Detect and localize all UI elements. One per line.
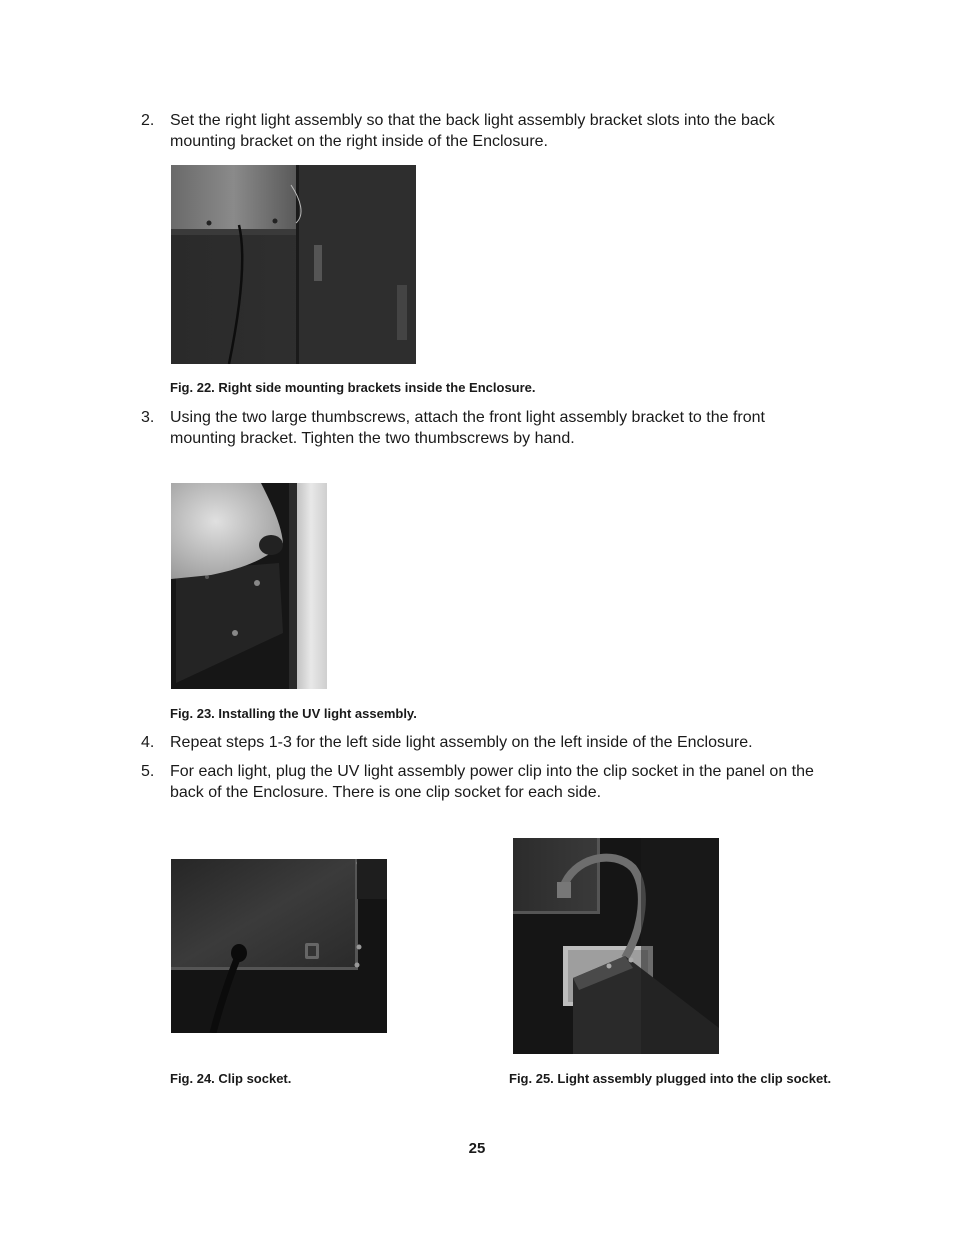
figure-24-photo: [171, 859, 387, 1033]
step-text: For each light, plug the UV light assembly power clip into the clip socket in the panel on the back of the Enclosure. There is one clip socket for each side.: [170, 763, 814, 801]
step-number: 4.: [141, 734, 155, 751]
step-2: [141, 110, 831, 152]
figure-23-photo: [171, 483, 327, 689]
figure-25-photo: [513, 838, 719, 1054]
figure-22-photo: [171, 165, 416, 364]
figure-24-caption: Fig. 24. Clip socket.: [170, 1071, 292, 1086]
step-5: [141, 761, 831, 803]
figure-23-caption: Fig. 23. Installing the UV light assembly.: [170, 706, 417, 721]
step-text: Repeat steps 1-3 for the left side light assembly on the left inside of the Enclosure.: [170, 734, 753, 751]
figure-22-caption: Fig. 22. Right side mounting brackets inside the Enclosure.: [170, 380, 536, 395]
step-number: 3.: [141, 409, 155, 426]
step-text: Using the two large thumbscrews, attach the front light assembly bracket to the front mounting bracket. Tighten the two thumbscrews by hand.: [170, 409, 765, 447]
step-text: Set the right light assembly so that the back light assembly bracket slots into the back mounting bracket on the right inside of the Enclosure.: [170, 112, 775, 150]
step-4: [141, 732, 831, 753]
figure-25-caption: Fig. 25. Light assembly plugged into the clip socket.: [509, 1071, 832, 1086]
page-number: 25: [468, 1140, 486, 1157]
step-number: 2.: [141, 112, 155, 129]
step-3: [141, 407, 831, 449]
step-number: 5.: [141, 763, 155, 780]
